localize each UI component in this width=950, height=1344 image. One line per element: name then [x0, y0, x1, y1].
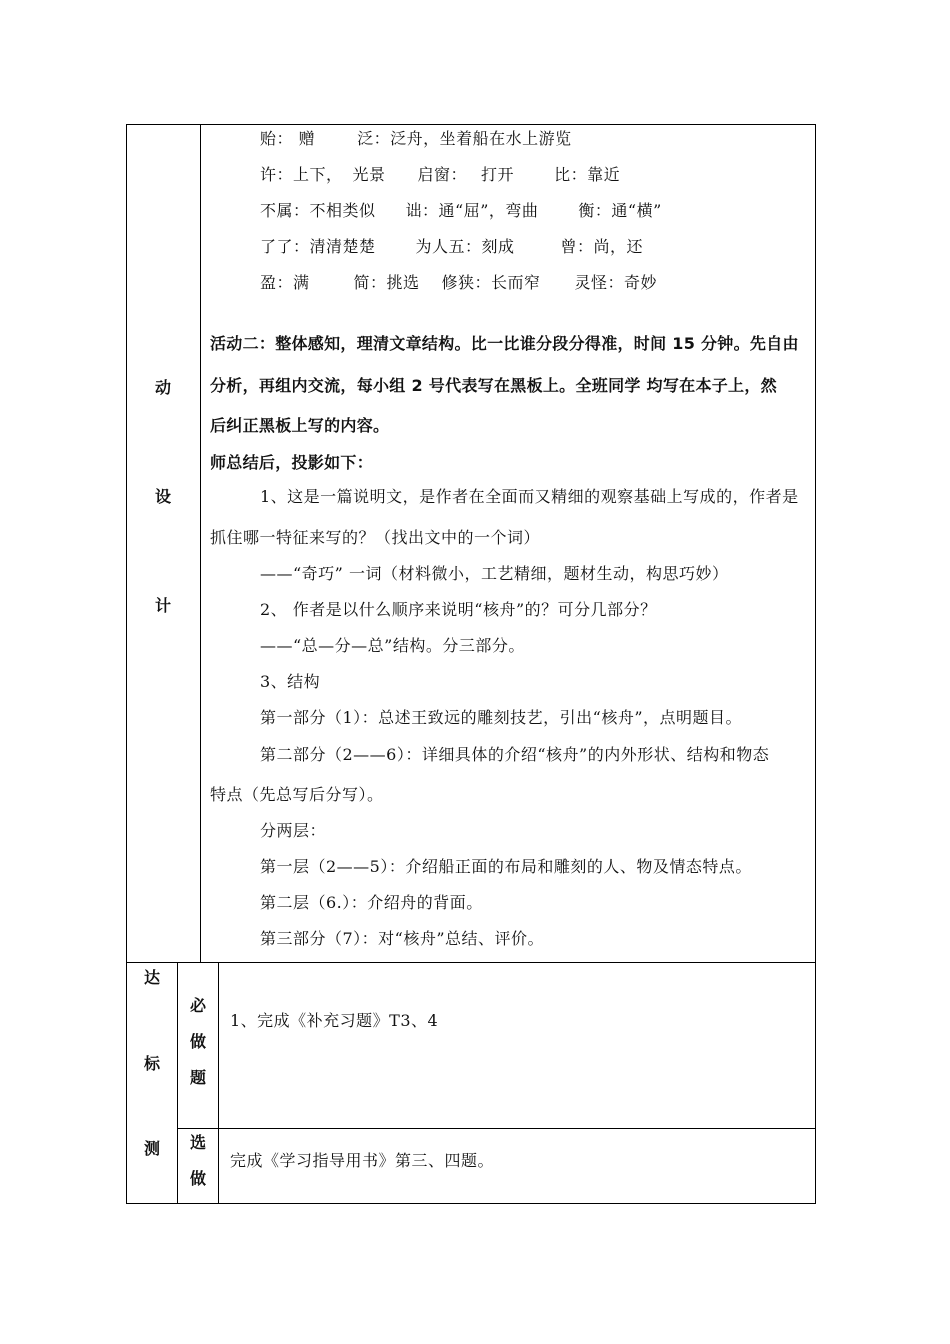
test-column-divider-1	[177, 962, 178, 1203]
question-1-line-2: 抓住哪一特征来写的？（找出文中的一个词）	[210, 528, 541, 547]
activity-line-3: 后纠正黑板上写的内容。	[210, 416, 390, 435]
answer-2: ——“总—分—总”结构。分三部分。	[260, 636, 525, 655]
required-label-2: 做	[190, 1032, 207, 1051]
design-label-2: 设	[155, 487, 172, 506]
vocab-item: 灵怪：奇妙	[574, 273, 658, 292]
vocab-item: 启窗：	[417, 165, 468, 184]
answer-1: ——“奇巧” 一词（材料微小，工艺精细，题材生动，构思巧妙）	[260, 564, 729, 583]
table-border-top	[126, 124, 816, 125]
vocab-row-4	[260, 237, 643, 257]
design-label-3: 计	[155, 596, 172, 615]
vocab-row-5	[260, 273, 657, 293]
part-2-line-1: 第二部分（2——6）：详细具体的介绍“核舟”的内外形状、结构和物态	[260, 745, 770, 764]
teacher-summary: 师总结后，投影如下：	[210, 453, 374, 472]
vocab-item: 比：靠近	[554, 165, 621, 184]
test-label-2: 标	[144, 1054, 161, 1073]
optional-label-1: 选	[190, 1133, 207, 1152]
vocab-item: 诎：通“屈”，弯曲	[405, 201, 539, 220]
layer-2: 第二层（6.）：介绍舟的背面。	[260, 893, 483, 912]
task-row-divider	[177, 1128, 816, 1129]
design-label-1: 动	[155, 378, 172, 397]
part-2-line-2: 特点（先总写后分写）。	[210, 785, 384, 804]
test-label-1: 达	[144, 968, 161, 987]
vocab-item: 光景	[352, 165, 386, 184]
optional-label-2: 做	[190, 1169, 207, 1188]
required-label-3: 题	[190, 1068, 207, 1087]
vocab-item: 泛：泛舟，坐着船在水上游览	[357, 129, 572, 148]
vocab-item: 简：挑选	[353, 273, 420, 292]
optional-task: 完成《学习指导用书》第三、四题。	[230, 1151, 495, 1170]
two-layers: 分两层：	[260, 821, 327, 840]
activity-line-2: 分析，再组内交流，每小组 2 号代表写在黑板上。全班同学 均写在本子上，然	[210, 376, 777, 395]
table-border-right	[815, 124, 816, 1204]
design-column-divider	[200, 124, 201, 962]
question-1-line-1: 1、这是一篇说明文，是作者在全面而又精细的观察基础上写成的，作者是	[260, 487, 799, 506]
vocab-row-3	[260, 201, 662, 221]
section-divider	[126, 962, 816, 963]
vocab-item: 不属：不相类似	[260, 201, 376, 220]
test-label-3: 测	[144, 1139, 161, 1158]
part-3: 第三部分（7）：对“核舟”总结、评价。	[260, 929, 545, 948]
vocab-item: 为人五：刻成	[415, 237, 515, 256]
vocab-item: 修狭：长而窄	[441, 273, 541, 292]
part-1: 第一部分（1）：总述王致远的雕刻技艺，引出“核舟”，点明题目。	[260, 708, 743, 727]
required-task: 1、完成《补充习题》T3、4	[230, 1011, 439, 1030]
vocab-row-1	[260, 129, 572, 149]
layer-1: 第一层（2——5）：介绍船正面的布局和雕刻的人、物及情态特点。	[260, 857, 752, 876]
vocab-item: 贻： 赠	[260, 129, 316, 148]
vocab-row-2	[260, 165, 620, 185]
table-border-left	[126, 124, 127, 1204]
vocab-item: 打开	[481, 165, 515, 184]
table-border-bottom	[126, 1203, 816, 1204]
vocab-item: 盈：满	[260, 273, 310, 292]
required-label-1: 必	[190, 996, 207, 1015]
question-2: 2、 作者是以什么顺序来说明“核舟”的？可分几部分？	[260, 600, 657, 619]
question-3: 3、结构	[260, 672, 321, 691]
vocab-item: 许：上下，	[260, 165, 343, 184]
activity-line-1: 活动二：整体感知，理清文章结构。比一比谁分段分得准，时间 15 分钟。先自由	[210, 334, 799, 353]
vocab-item: 曾：尚，还	[560, 237, 644, 256]
vocab-item: 衡：通“横”	[578, 201, 662, 220]
vocab-item: 了了：清清楚楚	[260, 237, 376, 256]
test-column-divider-2	[218, 962, 219, 1203]
